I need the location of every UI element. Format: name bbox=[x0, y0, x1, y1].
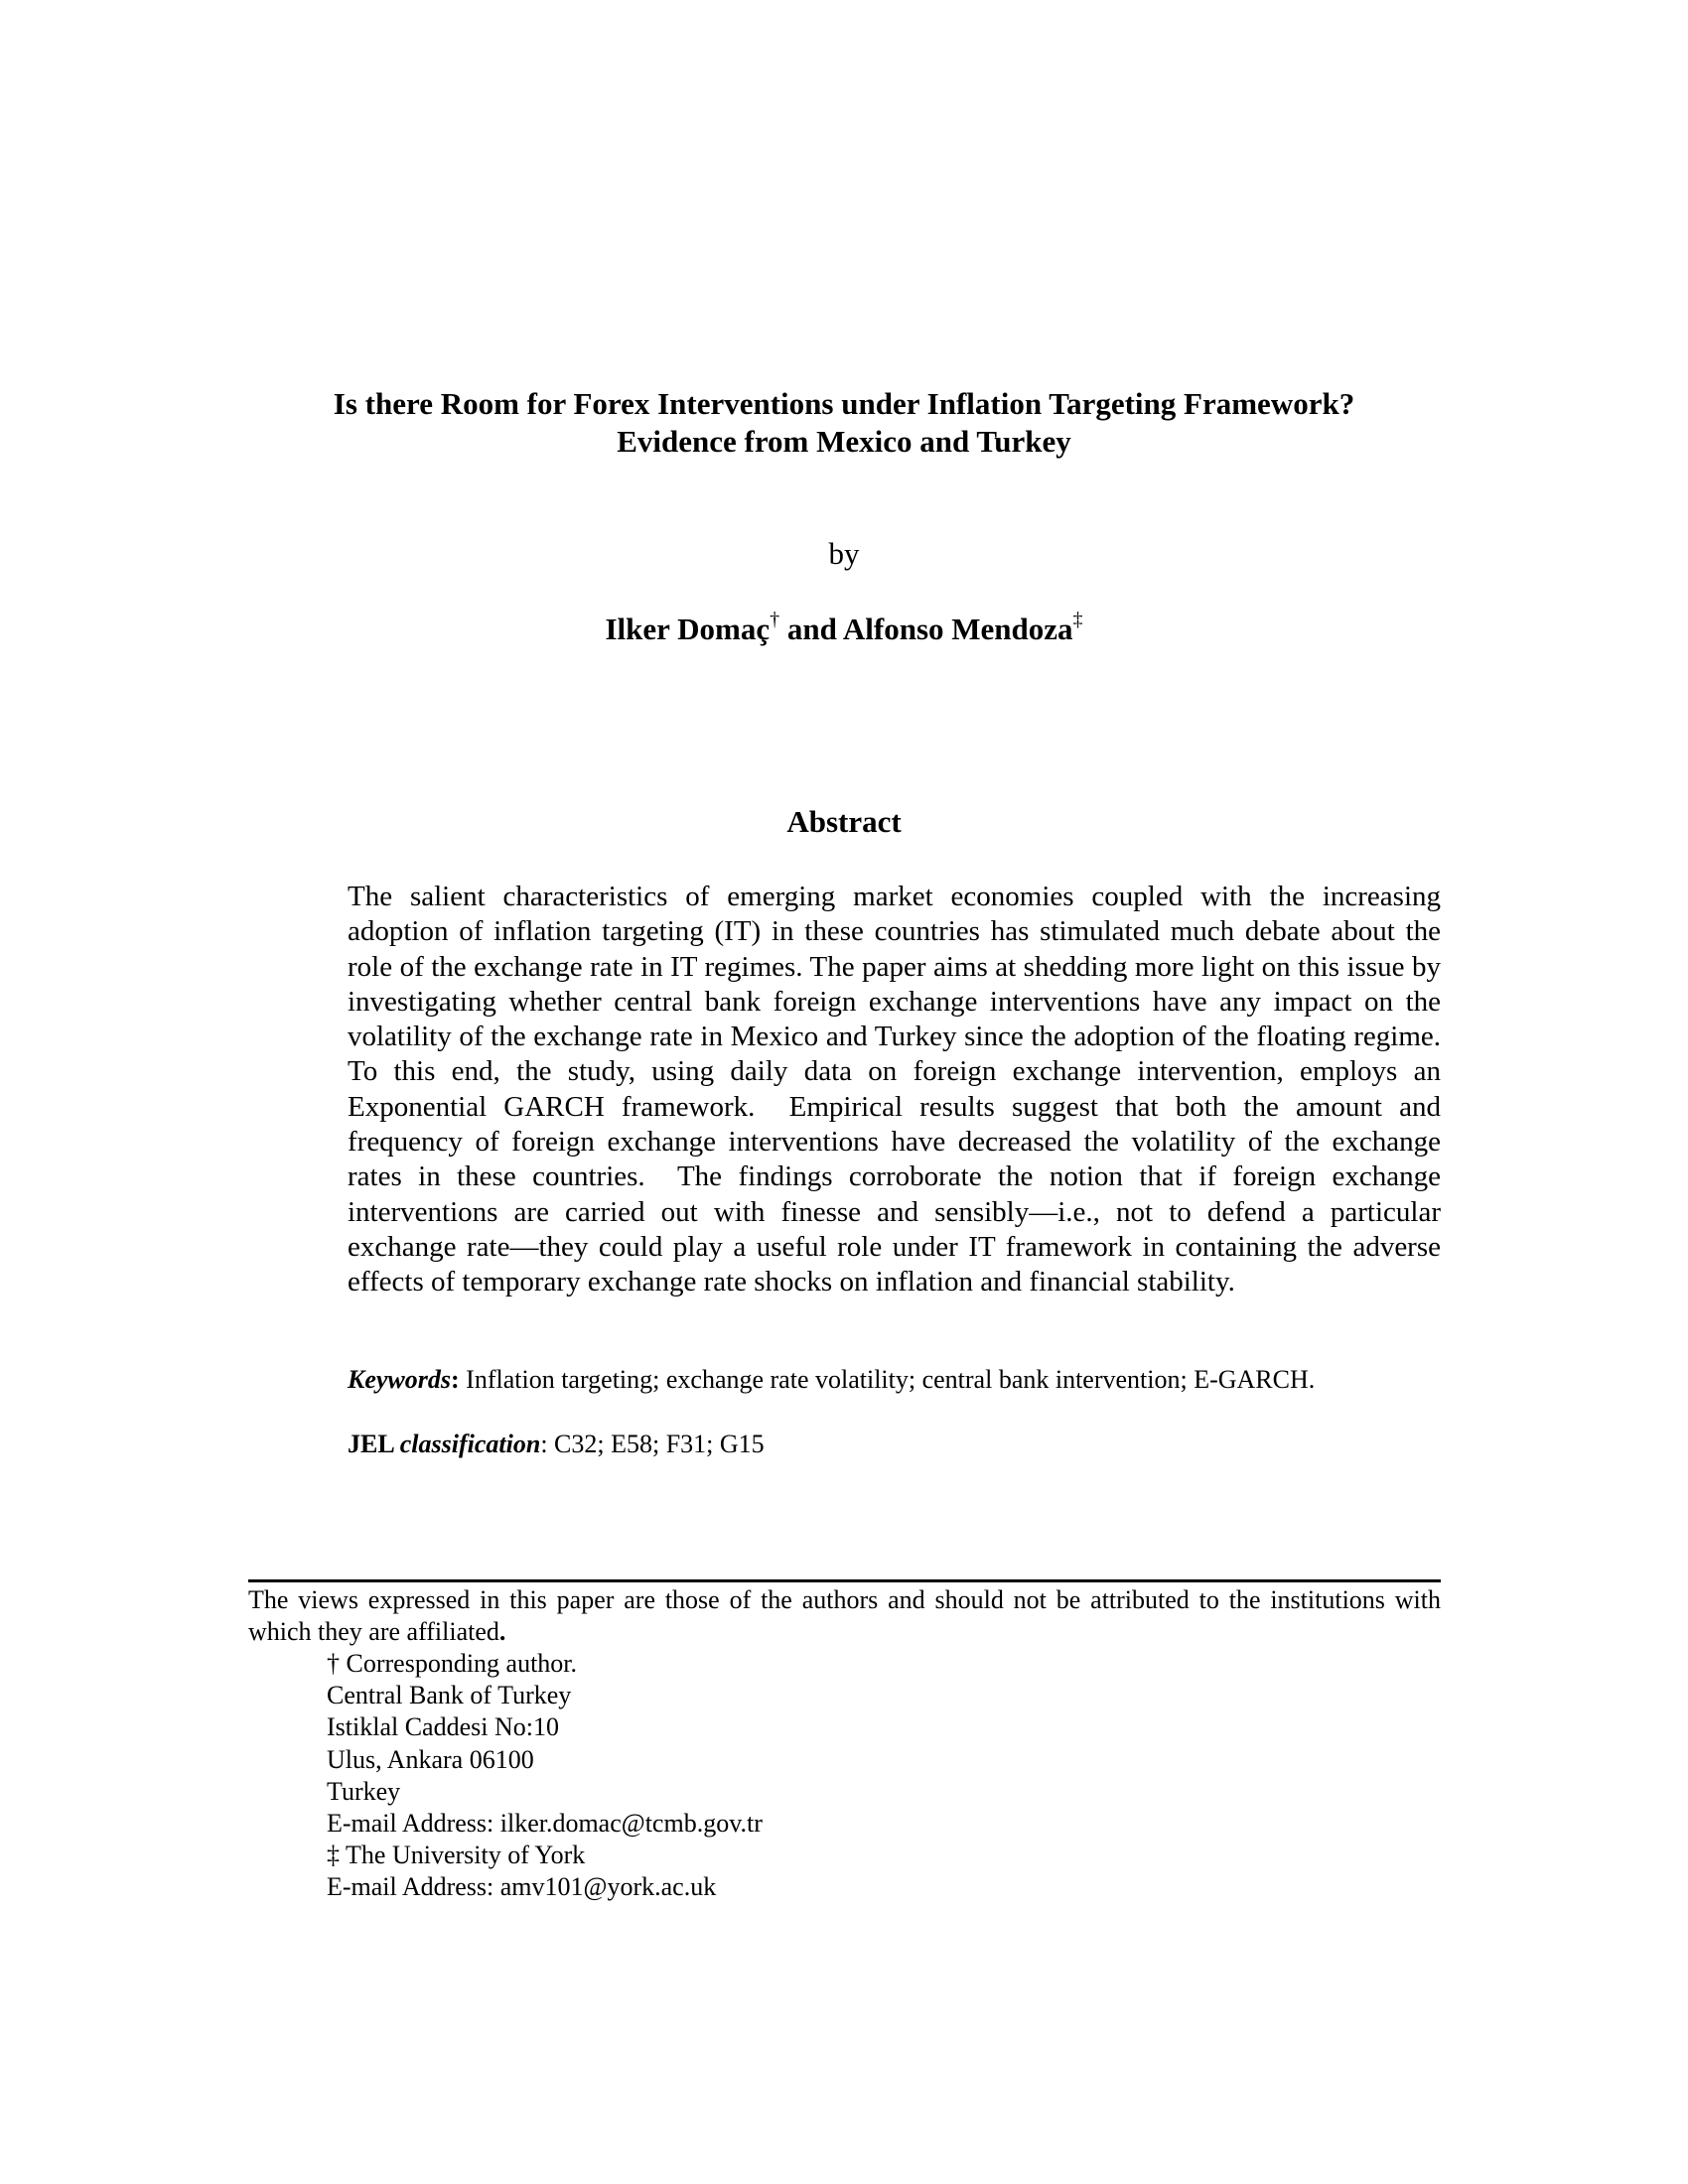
footnote-disclaimer bbox=[248, 1584, 1441, 1648]
abstract-heading: Abstract bbox=[786, 804, 902, 839]
title-line-1: Is there Room for Forex Interventions under Inflation Targeting Framework? bbox=[333, 386, 1355, 421]
jel-classification-line bbox=[348, 1430, 1441, 1459]
by-line: by bbox=[828, 536, 860, 571]
author-1-name: Ilker Domaç bbox=[605, 612, 771, 646]
footnote-line-email-1: E-mail Address: ilker.domac@tcmb.gov.tr bbox=[327, 1809, 763, 1839]
footnote-line-university: ‡ The University of York bbox=[327, 1841, 586, 1870]
keywords-label: Keywords bbox=[348, 1365, 451, 1394]
footnote-disclaimer-period: . bbox=[498, 1617, 506, 1646]
footnote-disclaimer-text: The views expressed in this paper are those of the authors and should not be attributed to the institutions with which they are affiliated bbox=[248, 1585, 1441, 1646]
footnote-divider bbox=[248, 1579, 1441, 1582]
keywords-line bbox=[348, 1365, 1441, 1395]
author-1-footnote-mark: † bbox=[770, 609, 780, 630]
author-2-name: Alfonso Mendoza bbox=[842, 612, 1073, 646]
abstract-text: The salient characteristics of emerging market economies coupled with the increasing adoption of inflation targeting (IT) in these countries has stimulated much debate about the role of the exchange rate in IT regimes. The paper aims at shedding more light on this issue by investigating whether central bank foreign exchange interventions have any impact on the volatility of the exchange rate in Mexico and Turkey since the adoption of the floating regime. To this end, the study, using daily data on foreign exchange intervention, employs an Exponential GARCH framework. Empirical results suggest that both the amount and frequency of foreign exchange interventions have decreased the volatility of the exchange rates in these countries. The findings corroborate the notion that if foreign exchange interventions are carried out with finesse and sensibly—i.e., not to defend a particular exchange rate—they could play a useful role under IT framework in containing the adverse effects of temporary exchange rate shocks on inflation and financial stability. bbox=[348, 881, 1456, 1298]
keywords-text: Inflation targeting; exchange rate volatility; central bank intervention; E-GARCH. bbox=[459, 1365, 1316, 1394]
footnote-line-corresponding: † Corresponding author. bbox=[327, 1649, 578, 1678]
jel-label: JEL bbox=[348, 1430, 400, 1458]
jel-classification-label: classification bbox=[399, 1430, 541, 1458]
footnote-line-country: Turkey bbox=[327, 1776, 401, 1806]
author-line bbox=[0, 609, 1688, 647]
paper-title bbox=[0, 385, 1688, 461]
keywords-colon: : bbox=[451, 1365, 460, 1394]
jel-codes: : C32; E58; F31; G15 bbox=[540, 1430, 765, 1458]
author-2-footnote-mark: ‡ bbox=[1072, 609, 1083, 630]
footnote-line-street: Istiklal Caddesi No:10 bbox=[327, 1712, 559, 1742]
footnote-line-email-2: E-mail Address: amv101@york.ac.uk bbox=[327, 1872, 717, 1902]
footnote-contact-block bbox=[327, 1648, 1220, 1904]
author-connector: and bbox=[779, 612, 843, 646]
title-line-2: Evidence from Mexico and Turkey bbox=[617, 424, 1071, 459]
footnote-line-city: Ulus, Ankara 06100 bbox=[327, 1744, 534, 1774]
footnote-line-institution: Central Bank of Turkey bbox=[327, 1681, 572, 1710]
